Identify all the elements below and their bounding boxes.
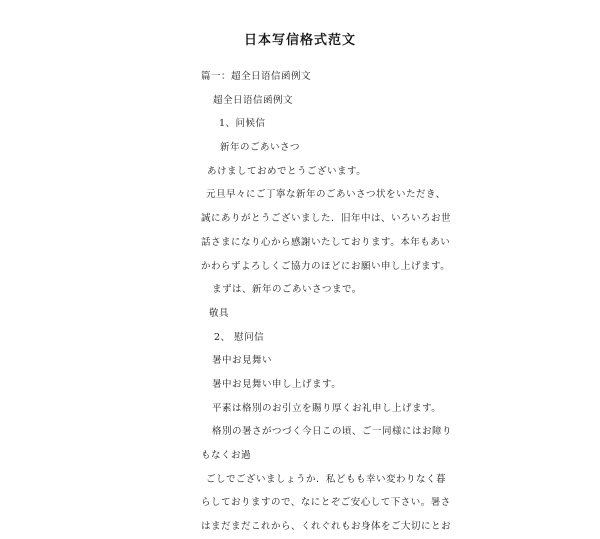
closing-line: 敬具 <box>209 307 230 319</box>
item-heading: 2、 慰问信 <box>214 331 265 343</box>
body-line: まずは、新年のごあいさつまで。 <box>212 284 362 296</box>
body-line: かわらずよろしくご協力のほどにお願い申し上げます。 <box>201 260 451 272</box>
document-body <box>0 65 600 539</box>
body-line: 平素は格別のお引立を賜り厚くお礼申し上げます。 <box>212 402 442 414</box>
body-line: はまだまだこれから、くれぐれもお身体をご大切にとお <box>201 521 452 533</box>
letter-title: 暑中お見舞い <box>212 355 273 367</box>
section-heading: 篇一：超全日语信函例文 <box>201 71 312 82</box>
body-line: 誠にありがとうございました．旧年中は、いろいろお世 <box>201 213 452 225</box>
greeting-line: あけましておめでとうございます。 <box>207 165 367 177</box>
page-title: 日本写信格式范文 <box>243 33 356 48</box>
letter-title: 新年のごあいさつ <box>220 142 301 154</box>
body-line: 格別の暑さがつづく今日この頃、ご一同様にはお障り <box>212 426 453 438</box>
body-line: 元旦早々にご丁寧な新年のごあいさつ状をいただき、 <box>206 189 446 201</box>
body-line: らしておりますので、なにとぞご安心して下さい。暑さ <box>201 497 451 509</box>
item-heading: 1、问候信 <box>219 118 266 130</box>
body-line: 話さまになり心から感謝いたしております。本年もあい <box>201 236 451 248</box>
subheading: 超全日语信函例文 <box>213 94 294 106</box>
body-line: もなくお過 <box>201 450 252 461</box>
greeting-line: 暑中お見舞い申し上げます。 <box>212 378 342 390</box>
body-line: ごしでございましょうか．私どもも幸い変わりなく暮 <box>206 473 447 485</box>
